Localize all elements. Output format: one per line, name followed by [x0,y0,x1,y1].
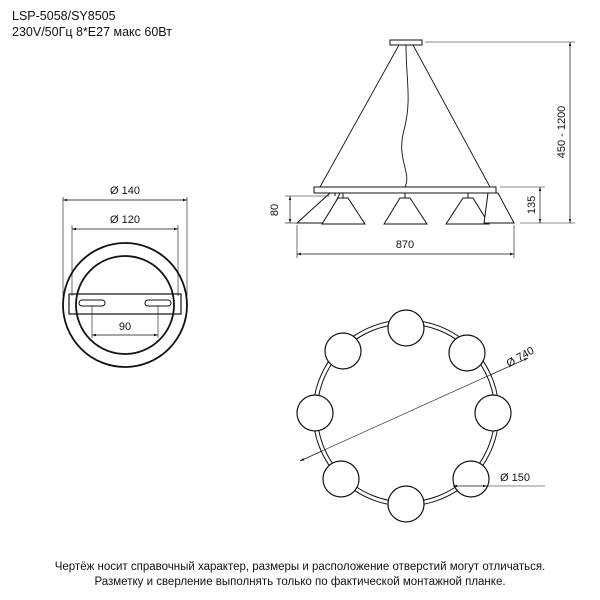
side-view [269,40,575,258]
ring-bar [314,187,496,193]
shade-top-5 [388,486,424,522]
disclaimer-line-2: Разметку и сверление выполнять только по фактической монтажной планке. [94,576,506,588]
canopy-inner-circle [76,256,174,354]
dim-total-lamp-height: 135 [526,195,538,215]
dim-hole-spacing: 90 [118,321,132,333]
power-cord [402,45,408,187]
canopy-outer-circle [63,243,187,367]
dim-suspension-range: 450 - 1200 [556,105,568,159]
dim-shade-diameter: Ø 150 [500,472,530,484]
mounting-hole-left [79,300,105,306]
dim-width: 870 [395,239,415,251]
ceiling-canopy [390,40,422,45]
dim-canopy-inner: Ø 120 [110,214,140,226]
top-view [297,310,545,522]
shade-top-1 [388,310,424,346]
mounting-bar [69,294,181,314]
shade-top-8 [325,333,361,369]
shade-top-7 [297,395,333,431]
shade-top-6 [323,461,359,497]
dim-shade-height: 80 [269,203,281,217]
shade-top-4 [453,461,489,497]
dim-canopy-outer: Ø 140 [110,185,140,197]
mounting-plate-view [63,185,187,367]
shade-top-2 [449,335,485,371]
model-number: LSP-5058/SY8505 [12,9,116,23]
dim-ring-diameter: Ø 740 [504,344,537,371]
shade-4 [446,198,489,224]
electrical-specs: 230V/50Гц 8*E27 макс 60Вт [12,25,172,39]
shade-5 [484,193,514,223]
disclaimer-line-1: Чертёж носит справочный характер, размеры и расположение отверстий могут отличаться. [54,561,546,573]
shade-3 [384,198,427,224]
shade-top-3 [475,395,511,431]
mounting-hole-right [145,300,171,306]
